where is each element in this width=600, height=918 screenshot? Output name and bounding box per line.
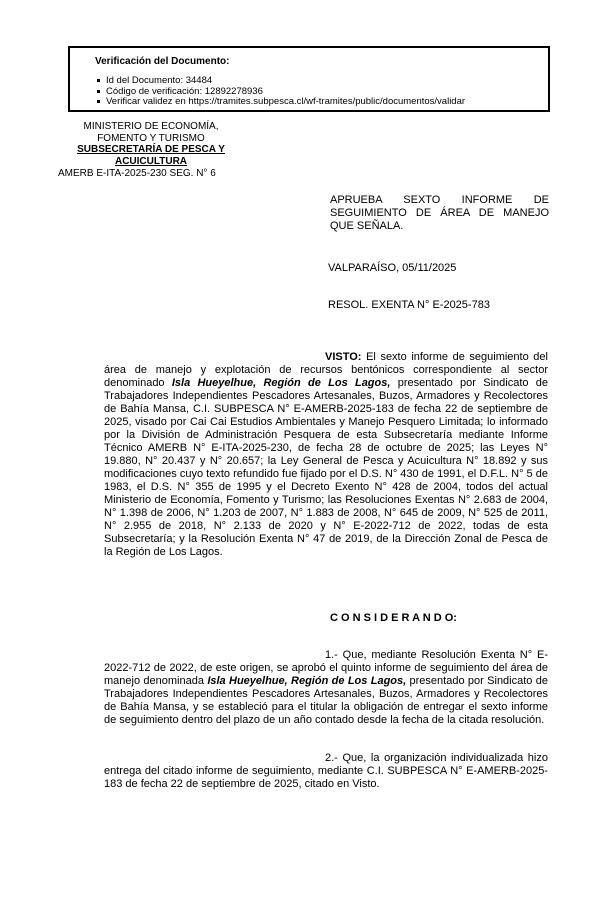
verification-item-code [97,87,465,96]
ministry-name-line1: MINISTERIO DE ECONOMÍA, [83,121,219,132]
bullet-icon [97,79,100,82]
bullet-icon [97,100,100,103]
verification-code-text: Código de verificación: 12892278936 [106,85,263,97]
verification-title: Verificación del Documento: [95,56,230,67]
visto-sector-name: Isla Hueyelhue, Región de Los Lagos, [171,377,391,389]
place-and-date: VALPARAÍSO, 05/11/2025 [328,262,457,274]
ministry-name-line2: FOMENTO Y TURISMO [97,132,205,144]
considerando-1-part2: presentado por Sindicato de Trabajadores Independientes Pescadores Artesanales, Buzos, Armadores y Recolectores de Bahía Mansa, y se estableció para el titular la obligación de entregar el sexto informe de seguimiento dentro del plazo de un año contado desde la fecha de la citada resolución. [104,675,548,726]
agency-name-line1: SUBSECRETARÍA DE PESCA Y [77,144,225,155]
file-reference: AMERB E-ITA-2025-230 SEG. N° 6 [58,168,216,179]
verification-item-document-id [97,76,465,85]
verification-url-text: Verificar validez en https://tramites.subpesca.cl/wf-tramites/public/documentos/validar [106,96,466,107]
bullet-icon [97,90,100,93]
letterhead [55,121,247,180]
considerando-heading: C O N S I D E R A N D O: [330,612,457,624]
verification-box [68,46,550,112]
visto-text-part1: El sexto informe de seguimiento del área de manejo y explotación de recursos bentónicos correspondiente al sector denominado [104,351,548,389]
agency-name-line2: ACUICULTURA [114,155,188,167]
visto-paragraph [104,351,548,559]
verification-item-url [97,97,465,106]
considerando-paragraph-1 [104,649,548,727]
considerando-1-part1: 1.- Que, mediante Resolución Exenta N° E-2022-712 de 2022, de este origen, se aprobó el quinto informe de seguimiento del área de manejo denominada [104,649,548,687]
resolution-subject: APRUEBA SEXTO INFORME DE SEGUIMIENTO DE ÁREA DE MANEJO QUE SEÑALA. [330,194,549,232]
considerando-paragraph-2: 2.- Que, la organización individualizada hizo entrega del citado informe de seguimiento, mediante C.I. SUBPESCA N° E-AMERB-2025-183 de fecha 22 de septiembre de 2025, citado en Visto. [104,752,548,790]
considerando-1-sector-name: Isla Hueyelhue, Región de Los Lagos, [207,675,407,687]
visto-text-part2: presentado por Sindicato de Trabajadores Independientes Pescadores Artesanales, Buzos, Armadores y Recolectores de Bahía Mansa, C.I. SUBPESCA N° E-AMERB-2025-183 de fecha 22 de septiembre de 2025, visado por Cai Cai Estudios Ambientales y Manejo Pesquero Limitada; lo informado por la División de Administración Pesquera de esta Subsecretaría mediante Informe Técnico AMERB N° E-ITA-2025-230, de fecha 28 de octubre de 2025; las Leyes N° 19.880, N° 20.437 y N° 20.657; la Ley General de Pesca y Acuicultura N° 18.892 y sus modificaciones cuyo texto refundido fue fijado por el D.S. N° 430 de 1991, el D.F.L. N° 5 de 1983, el D.S. N° 355 de 1995 y el Decreto Exento N° 428 de 2004, todos del actual Ministerio de Economía, Fomento y Turismo; las Resoluciones Exentas N° 2.683 de 2004, N° 1.398 de 2006, N° 1.203 de 2007, N° 1.883 de 2008, N° 645 de 2009, N° 525 de 2011, N° 2.955 de 2018, N° 2.133 de 2020 y N° E-2022-712 de 2022, todas de esta Subsecretaría; y la Resolución Exenta N° 47 de 2019, de la Dirección Zonal de Pesca de la Región de Los Lagos. [104,377,549,558]
visto-label: VISTO: [325,351,362,363]
verification-list [97,76,465,106]
resolution-number: RESOL. EXENTA N° E-2025-783 [328,299,490,311]
document-id-text: Id del Documento: 34484 [106,75,213,86]
